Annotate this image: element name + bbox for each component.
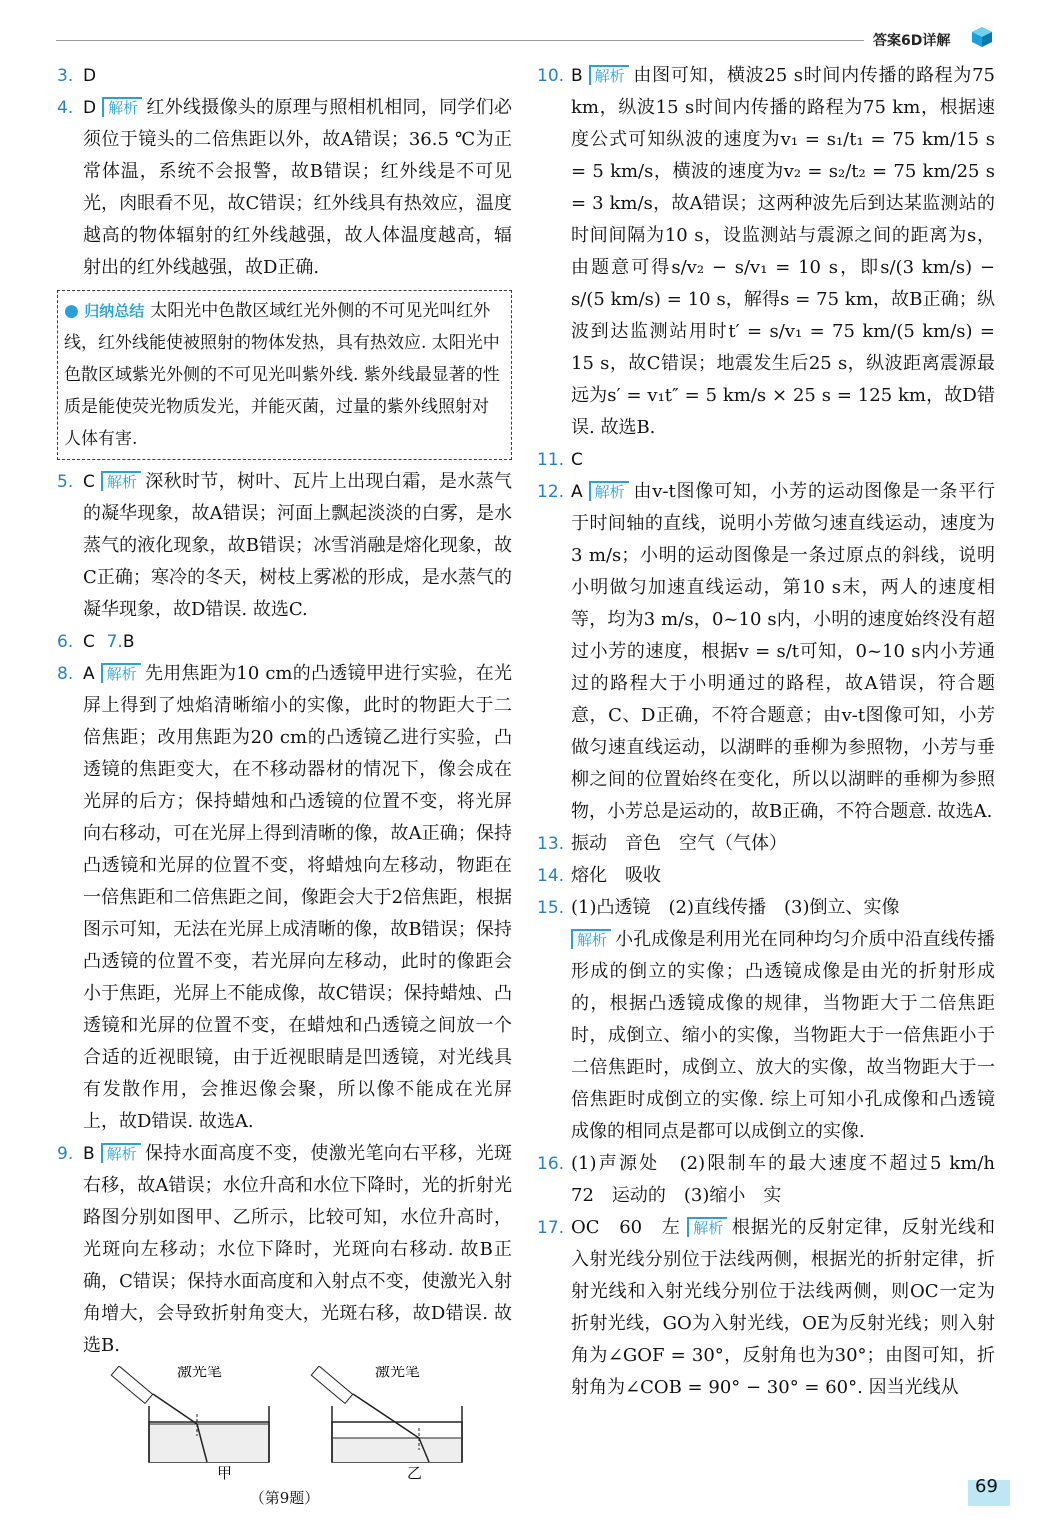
summary-box: [57, 290, 512, 460]
question-number: 9.: [57, 1144, 74, 1164]
header-rule: [56, 40, 864, 41]
pen-label-b: 激光笔: [375, 1366, 421, 1380]
answer: B: [122, 632, 135, 652]
pen-label-a: 激光笔: [177, 1366, 223, 1380]
question-number: 5.: [57, 472, 74, 492]
question-number: 10.: [537, 66, 565, 86]
question-14: [537, 860, 995, 892]
question-number: 7.: [106, 632, 123, 652]
diagram-b: [311, 1366, 462, 1482]
analysis-text: 小孔成像是利用光在同种均匀介质中沿直线传播形成的倒立的实像；凸透镜成像是由光的折射形成的，根据凸透镜成像的规律，当物距大于二倍焦距时，成倒立、缩小的实像，当物距大于一倍焦距小于二倍焦距时，成倒立、放大的实像，故当物距大于一倍焦距时成倒立的实像. 综上可知小孔成像和凸透镜成像的相同点是都可以成倒立的实像.: [571, 929, 995, 1142]
question-number: 3.: [57, 66, 74, 86]
analysis-text: 根据光的反射定律，反射光线和入射光线分别位于法线两侧，根据光的折射定律，折射光线和入射光线分别位于法线两侧，则OC一定为折射光线，GO为入射光线，OE为反射光线；则入射角为∠GOF = 30°，反射角也为30°；由图可知，折射角为∠COB = 90° − 30° = 60°. 因当光线从: [571, 1217, 995, 1398]
refraction-diagram: [57, 1366, 512, 1486]
analysis-tag: 解析: [571, 929, 611, 949]
question-9: [57, 1138, 512, 1362]
answer: B: [83, 1144, 95, 1164]
question-number: 8.: [57, 664, 74, 684]
question-number: 13.: [537, 834, 565, 854]
answer: C: [83, 472, 95, 492]
answer: D: [83, 98, 97, 118]
diagram-a: [111, 1366, 269, 1482]
question-number: 11.: [537, 450, 565, 470]
analysis-text: 深秋时节，树叶、瓦片上出现白霜，是水蒸气的凝华现象，故A错误；河面上飘起淡淡的白雾，是水蒸气的液化现象，故B错误；冰雪消融是熔化现象，故C正确；寒冷的冬天，树枝上雾凇的形成，是水蒸气的凝华现象，故D错误. 故选C.: [83, 471, 512, 620]
answer: B: [571, 66, 583, 86]
label-a: 甲: [217, 1464, 233, 1482]
analysis-tag: 解析: [687, 1217, 727, 1237]
label-b: 乙: [407, 1464, 423, 1482]
answer: C: [571, 450, 583, 470]
answer: A: [83, 664, 95, 684]
question-13: [537, 828, 995, 860]
left-column: [57, 60, 512, 1510]
analysis-text: 保持水面高度不变，使激光笔向右平移，光斑右移，故A错误；水位升高和水位下降时，光的折射光路图分别如图甲、乙所示，比较可知，水位升高时，光斑向左移动；水位下降时，光斑向右移动. 故B正确，C错误；保持水面高度和入射点不变，使激光入射角增大，会导致折射角变大，光斑右移，故D错误. 故选B.: [83, 1143, 512, 1356]
analysis-tag: 解析: [101, 471, 141, 491]
question-6-7: [57, 626, 512, 658]
question-number: 16.: [537, 1154, 565, 1174]
question-8: [57, 658, 512, 1138]
summary-label: 归纳总结: [84, 302, 145, 320]
question-number: 12.: [537, 482, 565, 502]
question-11: [537, 444, 995, 476]
analysis-tag: 解析: [589, 481, 629, 501]
question-3: [57, 60, 512, 92]
right-column: [537, 60, 1013, 1404]
analysis-tag: 解析: [589, 65, 629, 85]
question-15: [537, 892, 995, 1148]
analysis-text: 红外线摄像头的原理与照相机相同，同学们必须位于镜头的二倍焦距以外，故A错误；36.5 ℃为正常体温，系统不会报警，故B错误；红外线是不可见光，肉眼看不见，故C错误；红外线具有热效应，温度越高的物体辐射的红外线越强，故人体温度越高，辐射出的红外线越强，故D正确.: [83, 97, 512, 278]
analysis-tag: 解析: [101, 663, 141, 683]
question-5: [57, 466, 512, 626]
summary-bullet-icon: ●: [64, 301, 79, 321]
page-number: 69: [975, 1476, 998, 1497]
figure-question-9: [57, 1366, 512, 1486]
analysis-tag: 解析: [102, 97, 142, 117]
question-12: [537, 476, 995, 828]
answer: A: [571, 482, 583, 502]
question-number: 15.: [537, 898, 565, 918]
analysis-text: 先用焦距为10 cm的凸透镜甲进行实验，在光屏上得到了烛焰清晰缩小的实像，此时的物距大于二倍焦距；改用焦距为20 cm的凸透镜乙进行实验，凸透镜的焦距变大，在不移动器材的情况下，像会成在光屏的后方；保持蜡烛和凸透镜的位置不变，将光屏向右移动，可在光屏上得到清晰的像，故A正确；保持凸透镜和光屏的位置不变，将蜡烛向左移动，物距在一倍焦距和二倍焦距之间，像距会大于2倍焦距，根据图示可知，无法在光屏上成清晰的像，故B错误；保持凸透镜的位置不变，若光屏向左移动，此时的像距会小于焦距，光屏上不能成像，故C错误；保持蜡烛、凸透镜和光屏的位置不变，在蜡烛和凸透镜之间放一个合适的近视眼镜，由于近视眼睛是凹透镜，对光线具有发散作用，会推迟像会聚，所以像不能成在光屏上，故D错误. 故选A.: [83, 663, 512, 1132]
answer-text: 熔化 吸收: [571, 865, 661, 886]
answer-text: (1)声源处 (2)限制车的最大速度不超过5 km/h 72 运动的 (3)缩小 实: [571, 1153, 1013, 1206]
answer-text: (1)凸透镜 (2)直线传播 (3)倒立、实像: [571, 897, 900, 918]
question-4: [57, 92, 512, 284]
question-17: [537, 1212, 995, 1404]
cube-logo-icon: [970, 25, 994, 49]
answer: D: [83, 66, 97, 86]
answer-text: 振动 音色 空气（气体）: [571, 833, 787, 854]
header-title: 答案6D详解: [873, 33, 951, 49]
question-number: 4.: [57, 98, 74, 118]
analysis-text: 由图可知，横波25 s时间内传播的路程为75 km，纵波15 s时间内传播的路程为75 km，根据速度公式可知纵波的速度为v₁ = s₁/t₁ = 75 km/15 s = 5 km/s，横波的速度为v₂ = s₂/t₂ = 75 km/25 s = 3 km/s，故A错误；这两种波先后到达某监测站的时间间隔为10 s，设监测站与震源之间的距离为s，由题意可得s/v₂ − s/v₁ = 10 s，即s/(3 km/s) − s/(5 km/s) = 10 s，解得s = 75 km，故B正确；纵波到达监测站用时t′ = s/v₁ = 75 km/(5 km/s) = 15 s，故C错误；地震发生后25 s，纵波距离震源最远为s′ = v₁t″ = 5 km/s × 25 s = 125 km，故D错误. 故选B.: [571, 65, 995, 438]
figure-caption: （第9题）: [249, 1489, 320, 1507]
question-number: 14.: [537, 866, 565, 886]
question-10: [537, 60, 995, 444]
question-16: [537, 1148, 1013, 1212]
analysis-tag: 解析: [101, 1143, 141, 1163]
analysis-text: 由v-t图像可知，小芳的运动图像是一条平行于时间轴的直线，说明小芳做匀速直线运动，速度为3 m/s；小明的运动图像是一条过原点的斜线，说明小明做匀加速直线运动，第10 s末，两人的速度相等，均为3 m/s，0~10 s内，小明的速度始终没有超过小芳的速度，根据v = s/t可知，0~10 s内小芳通过的路程大于小明通过的路程，故A错误，符合题意，C、D正确，不符合题意；由v-t图像可知，小芳做匀速直线运动，以湖畔的垂柳为参照物，小芳与垂柳之间的位置始终在变化，所以以湖畔的垂柳为参照物，小芳总是运动的，故B正确，不符合题意. 故选A.: [571, 481, 995, 822]
answer: C: [83, 632, 95, 652]
question-number: 17.: [537, 1218, 565, 1238]
summary-text: 太阳光中色散区域红光外侧的不可见光叫红外线，红外线能使被照射的物体发热，具有热效应. 太阳光中色散区域紫光外侧的不可见光叫紫外线. 紫外线最显著的性质是能使荧光物质发光，并能灭菌，过量的紫外线照射对人体有害.: [64, 301, 500, 449]
question-number: 6.: [57, 632, 74, 652]
answer-text: OC 60 左: [571, 1217, 681, 1238]
